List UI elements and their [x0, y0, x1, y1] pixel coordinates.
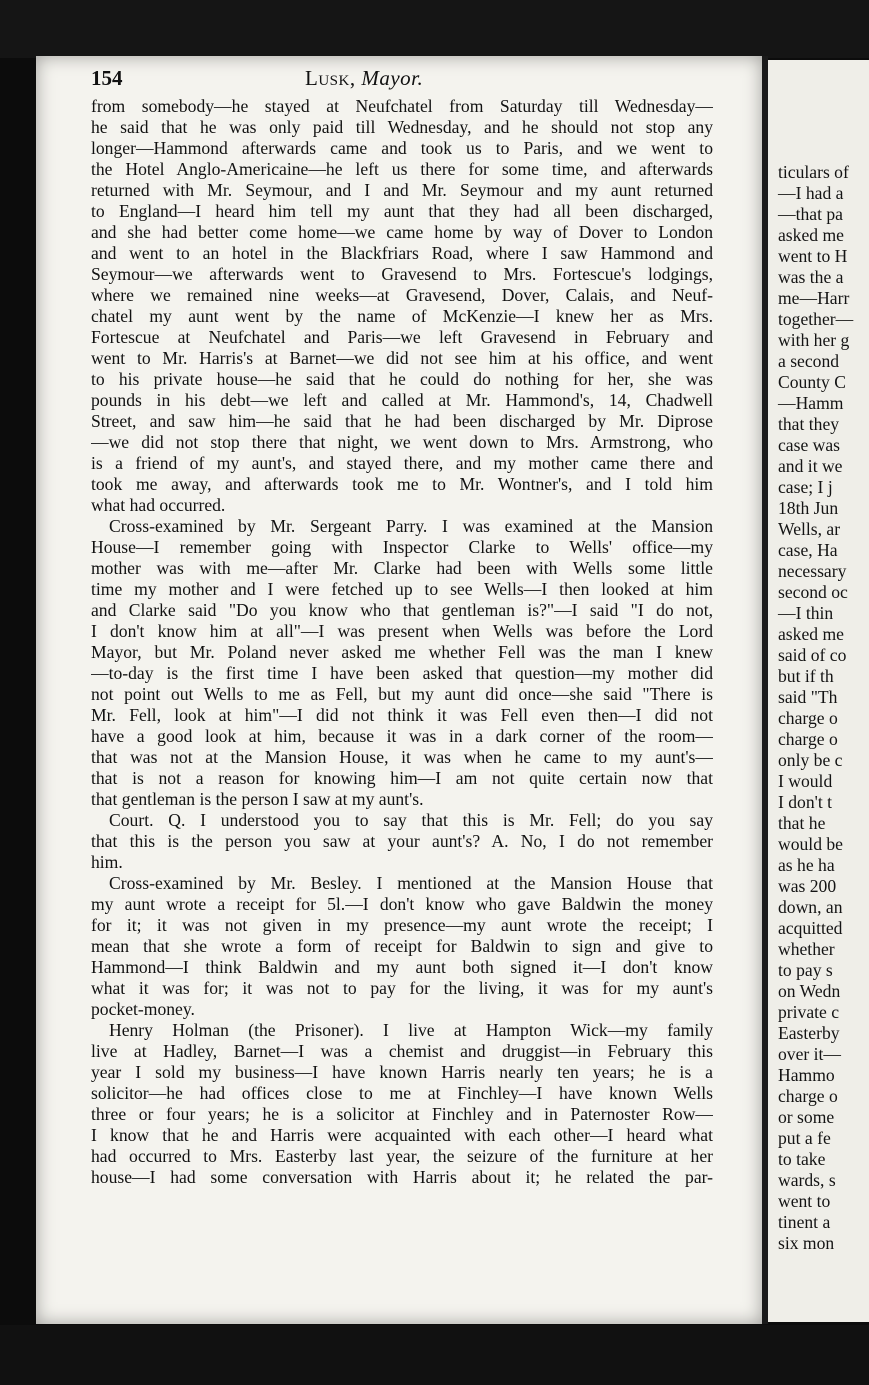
right-text-line: second oc — [778, 582, 848, 602]
right-text-line: —I thin — [778, 603, 834, 623]
text-line: Street, and saw him—he said that he had been discharged by Mr. Diprose — [91, 411, 713, 431]
text-line: Hammond—I think Baldwin and my aunt both signed it—I don't know — [91, 957, 713, 977]
text-line: had occurred to Mrs. Easterby last year, the seizure of the furniture at her — [91, 1146, 713, 1166]
right-text-line: was the a — [778, 267, 844, 287]
running-head-title: Mayor. — [361, 66, 424, 90]
text-line: longer—Hammond afterwards came and took us to Paris, and we went to — [91, 138, 713, 158]
right-text-line: and it we — [778, 456, 843, 476]
text-line: where we remained nine weeks—at Gravesend, Dover, Calais, and Neuf- — [91, 285, 713, 305]
text-line: Court. Q. I understood you to say that this is Mr. Fell; do you say — [109, 810, 713, 830]
right-text-line: down, an — [778, 897, 843, 917]
right-page-text — [778, 162, 869, 1254]
text-line: house—I had some conversation with Harris about it; he related the par- — [91, 1167, 713, 1187]
running-head — [305, 66, 423, 91]
text-line: returned with Mr. Seymour, and I and Mr. Seymour and my aunt returned — [91, 180, 713, 200]
right-text-line: tinent a — [778, 1212, 831, 1232]
right-text-line: Wells, ar — [778, 519, 841, 539]
right-text-line: case, Ha — [778, 540, 838, 560]
text-line: he said that he was only paid till Wednesday, and he should not stop any — [91, 117, 713, 137]
text-line: Cross-examined by Mr. Besley. I mentioned at the Mansion House that — [109, 873, 713, 893]
text-line: and went to an hotel in the Blackfriars Road, where I saw Hammond and — [91, 243, 713, 263]
right-text-line: together— — [778, 309, 854, 329]
right-text-line: 18th Jun — [778, 498, 839, 518]
text-line: him. — [91, 852, 123, 872]
text-line: year I sold my business—I have known Harris nearly ten years; he is a — [91, 1062, 713, 1082]
right-text-line: on Wedn — [778, 981, 841, 1001]
text-line: Mayor, but Mr. Poland never asked me whether Fell was the man I knew — [91, 642, 713, 662]
right-text-line: charge o — [778, 1086, 838, 1106]
text-line: mean that she wrote a form of receipt for Baldwin to sign and give to — [91, 936, 713, 956]
right-text-line: I would — [778, 771, 833, 791]
text-line: solicitor—he had offices close to me at Finchley—I have known Wells — [91, 1083, 713, 1103]
text-line: pounds in his debt—we left and called at Mr. Hammond's, 14, Chadwell — [91, 390, 713, 410]
right-text-line: Hammo — [778, 1065, 835, 1085]
right-text-line: Easterby — [778, 1023, 840, 1043]
text-line: Fortescue at Neufchatel and Paris—we left Gravesend in February and — [91, 327, 713, 347]
text-line: three or four years; he is a solicitor at Finchley and in Paternoster Row— — [91, 1104, 713, 1124]
text-line: the Hotel Anglo-Americaine—he left us there for some time, and afterwards — [91, 159, 713, 179]
right-text-line: —I had a — [778, 183, 844, 203]
text-line: pocket-money. — [91, 999, 195, 1019]
text-line: —to-day is the first time I have been asked that question—my mother did — [91, 663, 713, 683]
text-line: chatel my aunt went by the name of McKenzie—I knew her as Mrs. — [91, 306, 713, 326]
right-text-line: that they — [778, 414, 840, 434]
text-line: Cross-examined by Mr. Sergeant Parry. I was examined at the Mansion — [109, 516, 713, 536]
right-text-line: private c — [778, 1002, 840, 1022]
text-line: live at Hadley, Barnet—I was a chemist and druggist—in February this — [91, 1041, 713, 1061]
text-line: went to Mr. Harris's at Barnet—we did not see him at his office, and went — [91, 348, 713, 368]
text-line: took me away, and afterwards took me to Mr. Wontner's, and I told him — [91, 474, 713, 494]
right-text-line: wards, s — [778, 1170, 836, 1190]
text-line: to England—I heard him tell my aunt that they had all been discharged, — [91, 201, 713, 221]
right-text-line: or some — [778, 1107, 835, 1127]
right-text-line: only be c — [778, 750, 843, 770]
right-text-line: charge o — [778, 729, 838, 749]
right-text-line: I don't t — [778, 792, 832, 812]
right-text-line: would be — [778, 834, 843, 854]
text-line: I know that he and Harris were acquainted with each other—I heard what — [91, 1125, 713, 1145]
right-text-line: said of co — [778, 645, 847, 665]
text-line: to his private house—he said that he could do nothing for her, she was — [91, 369, 713, 389]
page-header — [91, 66, 711, 96]
right-text-line: —that pa — [778, 204, 843, 224]
text-line: I don't know him at all"—I was present when Wells was before the Lord — [91, 621, 713, 641]
right-text-line: went to H — [778, 246, 848, 266]
right-text-line: a second — [778, 351, 840, 371]
right-page — [768, 60, 869, 1322]
text-line: Seymour—we afterwards went to Gravesend to Mrs. Fortescue's lodgings, — [91, 264, 713, 284]
text-line: what it was for; it was not to pay for the living, it was for my aunt's — [91, 978, 713, 998]
right-text-line: me—Harr — [778, 288, 850, 308]
text-line: mother was with me—after Mr. Clarke had been with Wells some little — [91, 558, 713, 578]
text-line: time my mother and I were fetched up to see Wells—I then looked at him — [91, 579, 713, 599]
right-text-line: to pay s — [778, 960, 833, 980]
running-head-name: Lusk, — [305, 66, 356, 90]
text-line: for it; it was not given in my presence—my aunt wrote the receipt; I — [91, 915, 713, 935]
right-text-line: put a fe — [778, 1128, 831, 1148]
right-text-line: County C — [778, 372, 846, 392]
left-page-text — [91, 96, 713, 1188]
right-text-line: over it— — [778, 1044, 842, 1064]
right-text-line: —Hamm — [778, 393, 844, 413]
right-text-line: but if th — [778, 666, 834, 686]
right-text-line: case was — [778, 435, 841, 455]
text-line: that gentleman is the person I saw at my aunt's. — [91, 789, 424, 809]
right-text-line: said "Th — [778, 687, 838, 707]
text-line: and Clarke said "Do you know who that gentleman is?"—I said "I do not, — [91, 600, 713, 620]
text-line: —we did not stop there that night, we went down to Mrs. Armstrong, who — [91, 432, 713, 452]
right-text-line: asked me — [778, 225, 844, 245]
text-line: Henry Holman (the Prisoner). I live at Hampton Wick—my family — [109, 1020, 713, 1040]
right-text-line: went to — [778, 1191, 831, 1211]
text-line: from somebody—he stayed at Neufchatel from Saturday till Wednesday— — [91, 96, 713, 116]
right-text-line: necessary — [778, 561, 847, 581]
right-text-line: whether — [778, 939, 835, 959]
page-number: 154 — [91, 66, 123, 90]
film-bottom-border — [0, 1325, 869, 1385]
text-line: that is not a reason for knowing him—I am not quite certain now that — [91, 768, 713, 788]
right-text-line: to take — [778, 1149, 826, 1169]
right-text-line: six mon — [778, 1233, 835, 1253]
right-text-line: asked me — [778, 624, 844, 644]
right-text-line: was 200 — [778, 876, 837, 896]
text-line: my aunt wrote a receipt for 5l.—I don't know who gave Baldwin the money — [91, 894, 713, 914]
right-text-line: ticulars of — [778, 162, 849, 182]
text-line: is a friend of my aunt's, and stayed there, and my mother came there and — [91, 453, 713, 473]
right-text-line: with her g — [778, 330, 850, 350]
film-top-border — [0, 0, 869, 58]
text-line: that was not at the Mansion House, it was when he came to my aunt's— — [91, 747, 713, 767]
text-line: House—I remember going with Inspector Clarke to Wells' office—my — [91, 537, 713, 557]
right-text-line: that he — [778, 813, 826, 833]
text-line: that this is the person you saw at your aunt's? A. No, I do not remember — [91, 831, 713, 851]
text-line: Mr. Fell, look at him"—I did not think it was Fell even then—I did not — [91, 705, 713, 725]
right-text-line: case; I j — [778, 477, 833, 497]
text-line: and she had better come home—we came home by way of Dover to London — [91, 222, 713, 242]
right-text-line: acquitted — [778, 918, 843, 938]
text-line: what had occurred. — [91, 495, 226, 515]
text-line: not point out Wells to me as Fell, but my aunt did once—she said "There is — [91, 684, 713, 704]
right-text-line: as he ha — [778, 855, 835, 875]
right-text-line: charge o — [778, 708, 838, 728]
text-line: have a good look at him, because it was in a dark corner of the room— — [91, 726, 713, 746]
